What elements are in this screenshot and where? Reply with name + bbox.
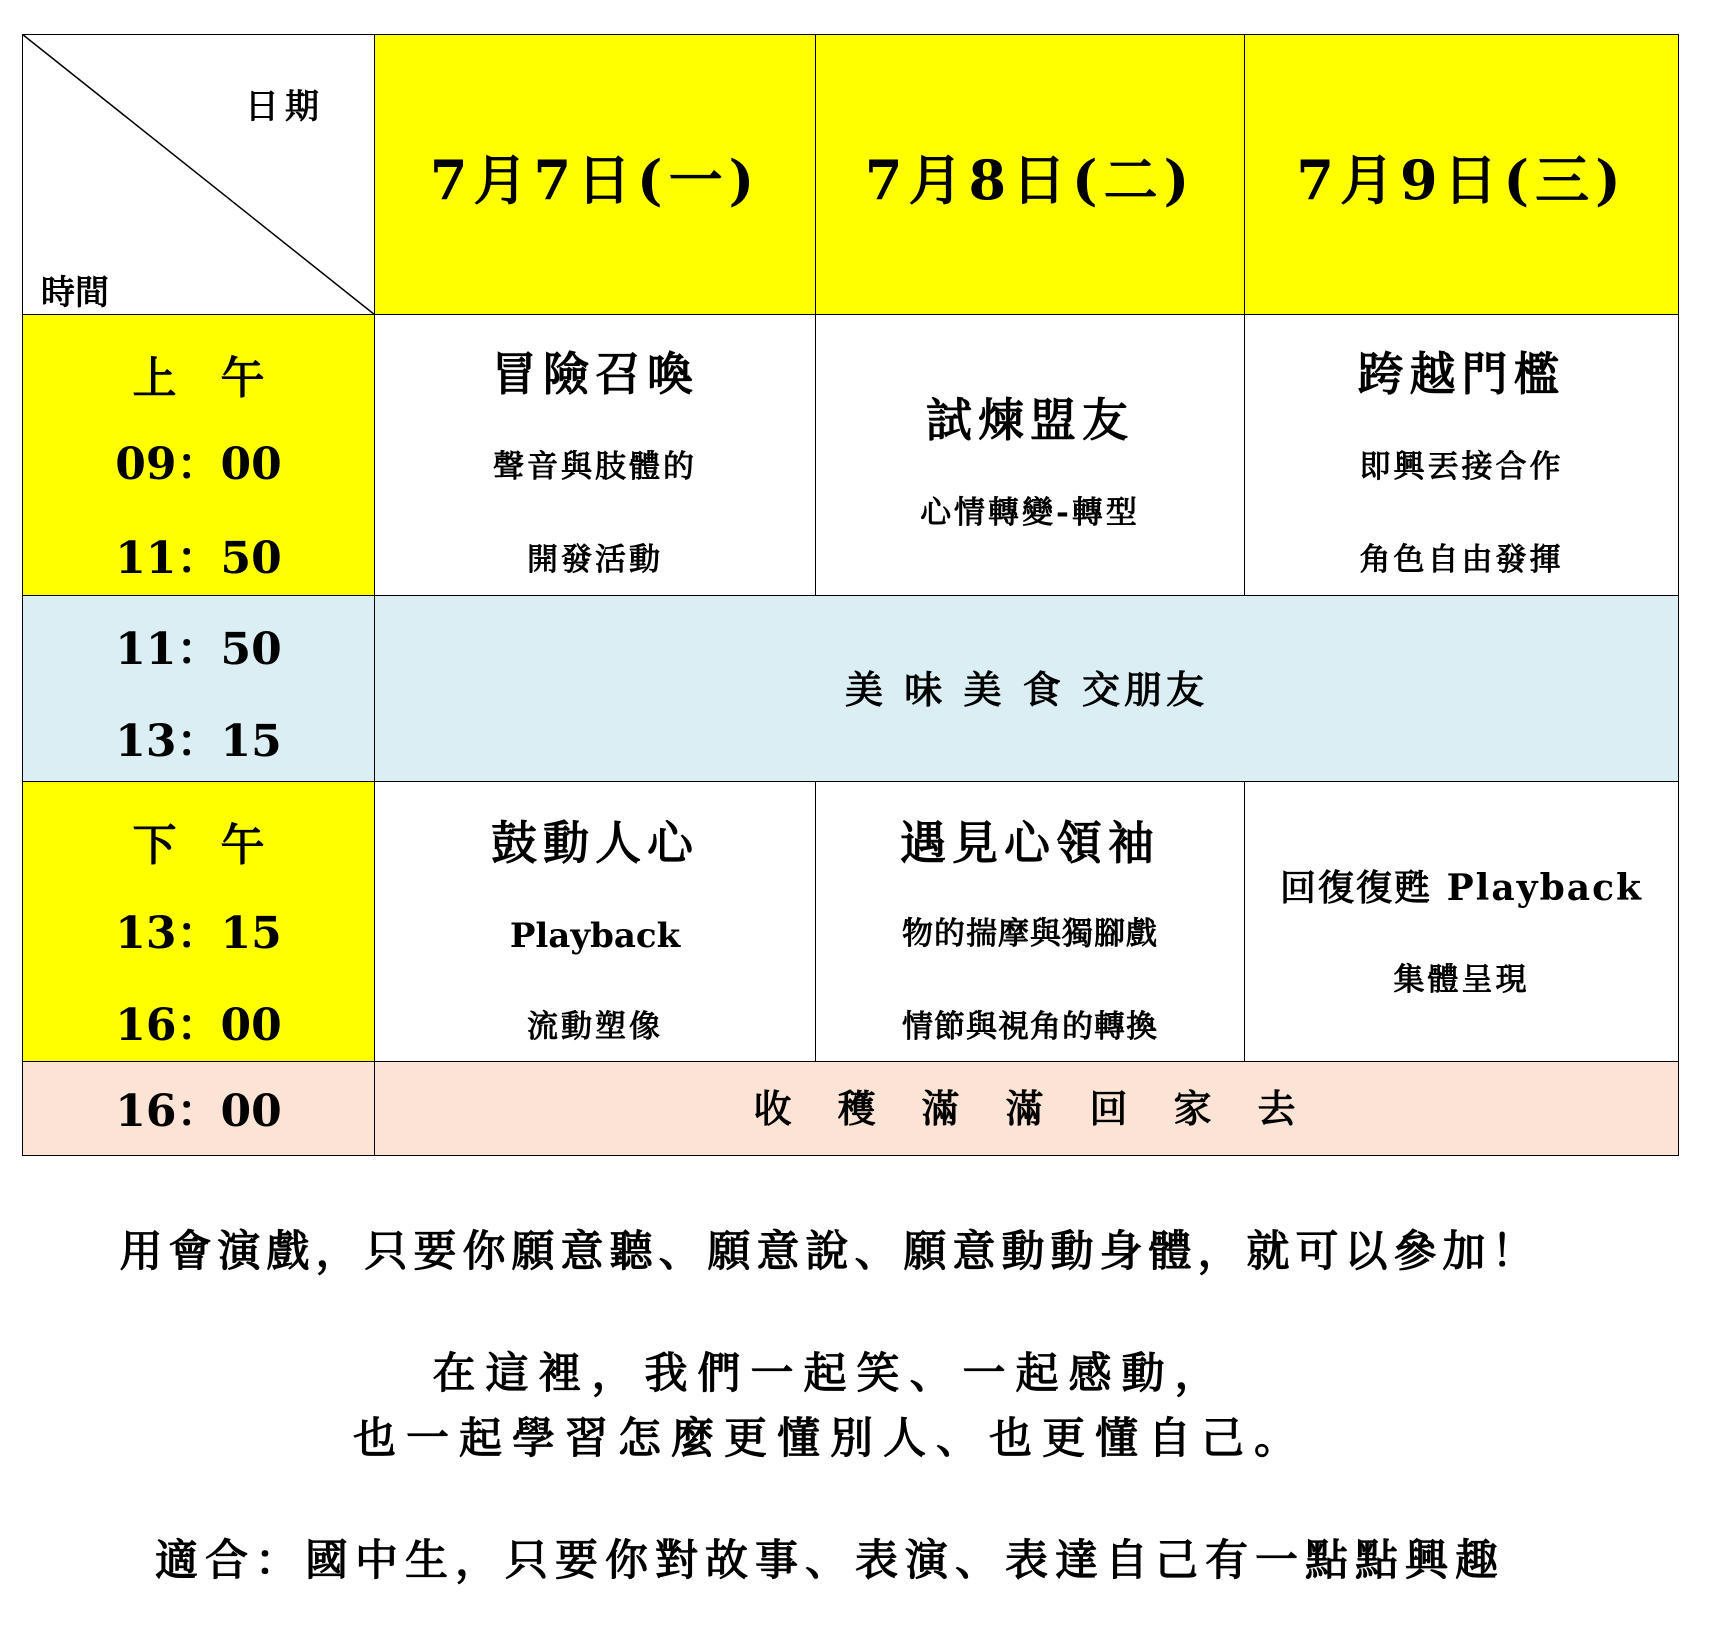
lunch-time-cell: [22, 595, 375, 782]
closing-band: [374, 1061, 1679, 1156]
afternoon-label: 下 午: [132, 820, 265, 871]
time-header-label: 時間: [41, 273, 109, 313]
date-1: 7月7日(一): [429, 148, 761, 212]
session-desc: Playback: [509, 916, 681, 956]
date-cell-2: [815, 34, 1245, 315]
afternoon-end-time: 16：00: [115, 1000, 282, 1051]
lunch-text: 美 味 美 食 交朋友: [845, 667, 1208, 712]
afternoon-session-2: [815, 781, 1245, 1062]
footer-line-4: 適合：國中生，只要你對故事、表演、表達自己有一點點興趣: [155, 1536, 1505, 1586]
morning-time-cell: [22, 314, 375, 596]
session-title: 跨越門檻: [1357, 347, 1566, 401]
session-title: 鼓動人心: [491, 816, 699, 870]
session-title: 回復復甦 Playback: [1280, 867, 1643, 909]
session-title: 試煉盟友: [926, 393, 1134, 447]
afternoon-session-3: [1244, 781, 1679, 1062]
closing-text: 收 穫 滿 滿 回 家 去: [753, 1086, 1300, 1131]
date-header-label: 日期: [245, 87, 325, 127]
afternoon-start-time: 13：15: [115, 908, 282, 959]
morning-end-time: 11：50: [115, 533, 282, 584]
lunch-band: [374, 595, 1679, 782]
session-desc: 心情轉變-轉型: [920, 495, 1140, 531]
morning-start-time: 09：00: [115, 439, 282, 490]
session-desc: 開發活動: [527, 542, 663, 578]
morning-session-1: [374, 314, 816, 596]
morning-session-3: [1244, 314, 1679, 596]
date-cell-1: [374, 34, 816, 315]
footer-line-2: 在這裡，我們一起笑、一起感動，: [432, 1349, 1228, 1399]
afternoon-time-cell: [22, 781, 375, 1062]
date-2: 7月8日(二): [864, 148, 1196, 212]
morning-label: 上 午: [132, 353, 265, 404]
closing-time-cell: [22, 1061, 375, 1156]
closing-time: 16：00: [115, 1086, 282, 1137]
lunch-start-time: 11：50: [115, 624, 282, 675]
morning-session-2: [815, 314, 1245, 596]
session-desc: 物的揣摩與獨腳戲: [902, 916, 1158, 952]
footer-line-1: 用會演戲，只要你願意聽、願意說、願意動動身體，就可以參加！: [119, 1227, 1541, 1277]
footer-line-3: 也一起學習怎麼更懂別人、也更懂自己。: [353, 1414, 1307, 1464]
session-title: 冒險召喚: [491, 347, 699, 401]
session-desc: 角色自由發揮: [1359, 542, 1564, 578]
afternoon-session-1: [374, 781, 816, 1062]
session-desc: 即興丟接合作: [1359, 449, 1564, 485]
corner-cell: [22, 34, 375, 315]
date-3: 7月9日(三): [1296, 148, 1627, 212]
lunch-end-time: 13：15: [115, 716, 282, 767]
session-title: 遇見心領袖: [900, 816, 1160, 870]
session-desc: 集體呈現: [1393, 962, 1530, 998]
session-desc: 情節與視角的轉換: [902, 1009, 1158, 1045]
session-desc: 聲音與肢體的: [493, 449, 697, 485]
date-cell-3: [1244, 34, 1679, 315]
session-desc: 流動塑像: [527, 1009, 663, 1045]
